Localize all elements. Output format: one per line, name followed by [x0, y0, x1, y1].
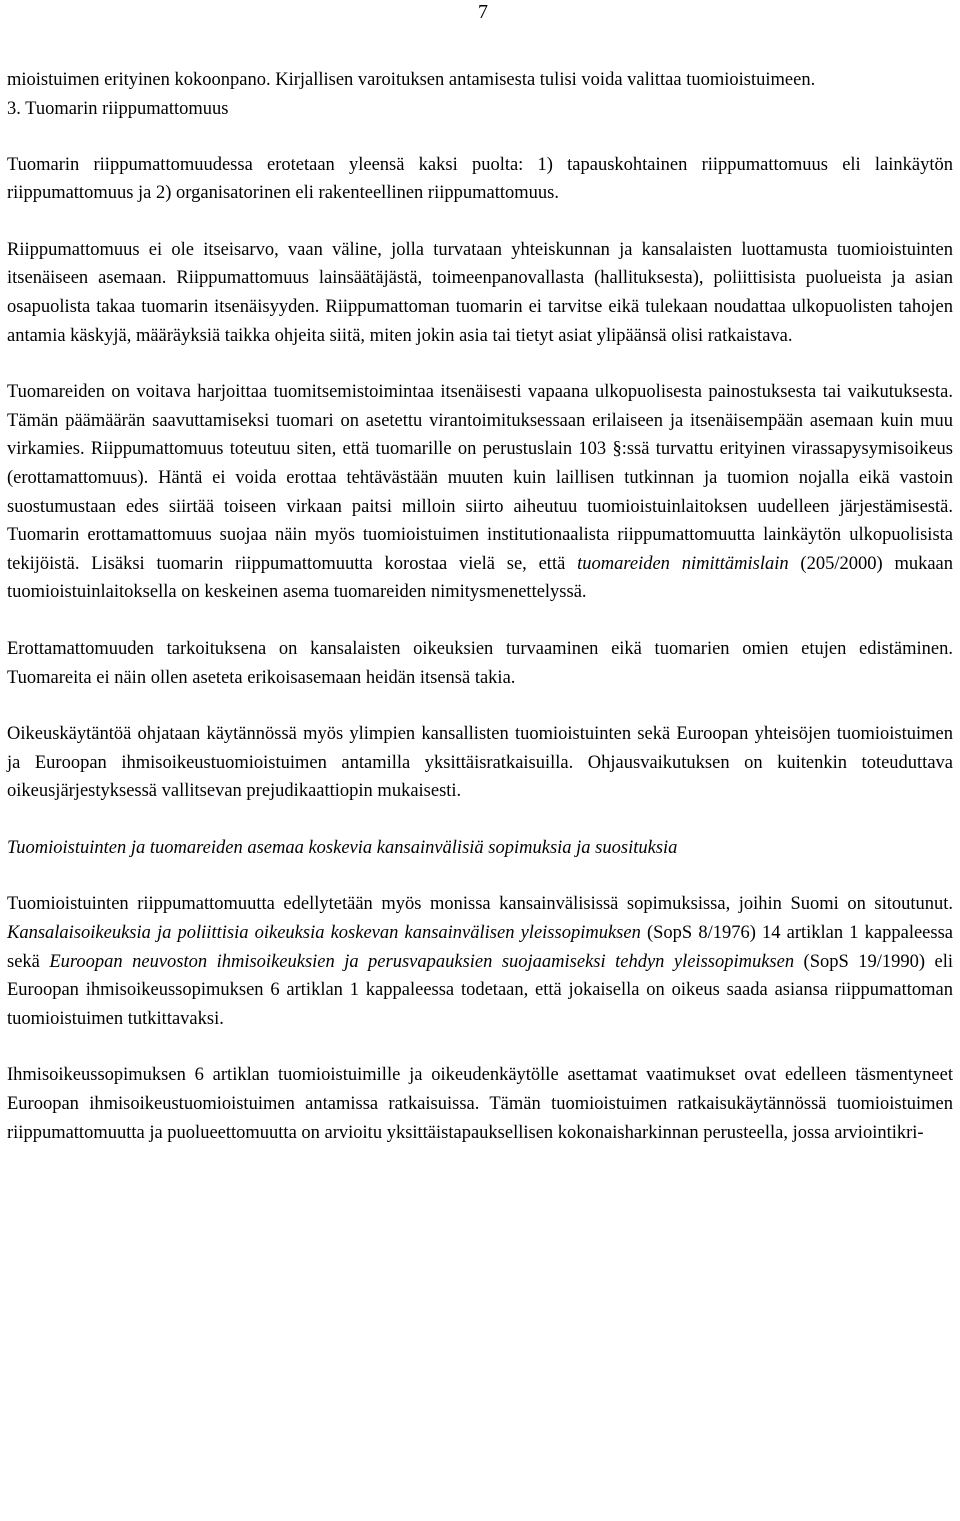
paragraph-judges-position [7, 378, 953, 607]
text-run: (205/2000) mukaan tuomioistuinlaitoksella on keskeinen asema tuomareiden nimitysmenettelyssä. [7, 553, 954, 603]
section-heading: 3. Tuomarin riippumattomuus [7, 98, 229, 119]
paragraph-continuation: mioistuimen erityinen kokoonpano. Kirjallisen varoituksen antamisesta tulisi voida valittaa tuomioistuimeen. [7, 70, 816, 90]
paragraph-international-treaties [7, 890, 953, 1033]
italic-law-name: tuomareiden nimittämislain [577, 553, 789, 574]
paragraph-independence-purpose: Riippumattomuus ei ole itseisarvo, vaan väline, jolla turvataan yhteiskunnan ja kansalaisten luottamusta tuomioistuinten itsenäiseen asemaan. Riippumattomuus lainsäätäjästä, toimeenpanovallasta (hallituksesta), poliittisista puolueista ja asian osapuolista takaa tuomarin itsenäisyyden. Riippumattoman tuomarin ei tarvitse eikä tulekaan noudattaa ulkopuolisten tahojen antamia käskyjä, määräyksiä taikka ohjeita siitä, miten jokin asia tai tietyt asiat ylipäänsä olisi ratkaistava. [7, 239, 953, 346]
italic-convention-name: Euroopan neuvoston ihmisoikeuksien ja perusvapauksien suojaamiseksi tehdyn yleissopimuksen [49, 951, 795, 972]
text-run: Tuomareiden on voitava harjoittaa tuomitsemistoimintaa itsenäisesti vapaana ulkopuolisesta painostuksesta tai vaikutuksesta. Tämän päämäärän saavuttamiseksi tuomari on asetettu virantoimituksessaan erilaiseen ja itsenäisempään asemaan kuin muu virkamies. Riippumattomuus toteutuu siten, että tuomarille on perustuslain 103 §:ssä turvattu erityinen virassapysymisoikeus (erottamattomuus). Häntä ei voida erottaa tehtävästään muuten kuin laillisen tutkinnan ja tuomion nojalla eikä vastoin suostumustaan edes siirtää toiseen virkaan paitsi milloin siirto aiheutuu tuomioistuinlaitoksen uudelleen järjestämisestä. Tuomarin erottamattomuus suojaa näin myös tuomioistuimen institutionaalista riippumattomuutta lainkäytön ulkopuolisista tekijöistä. Lisäksi tuomarin riippumattomuutta korostaa vielä se, että [7, 382, 953, 574]
paragraph-case-law: Oikeuskäytäntöä ohjataan käytännössä myös ylimpien kansallisten tuomioistuinten sekä Euroopan yhteisöjen tuomioistuimen ja Euroopan ihmisoikeustuomioistuimen antamilla yksittäisratkaisuilla. Ohjausvaikutuksen on kuitenkin toteuduttava oikeusjärjestyksessä vallitsevan prejudikaattiopin mukaisesti. [7, 724, 953, 802]
text-run: Tuomioistuinten riippumattomuutta edellytetään myös monissa kansainvälisissä sopimuksissa, joihin Suomi on sitoutunut. [7, 894, 953, 915]
italic-treaty-name: Kansalaisoikeuksia ja poliittisia oikeuksia koskevan kansainvälisen yleissopimuksen [7, 923, 641, 944]
paragraph-independence-aspects: Tuomarin riippumattomuudessa erotetaan yleensä kaksi puolta: 1) tapauskohtainen riippumattomuus eli lainkäytön riippumattomuus ja 2) organisatorinen eli rakenteellinen riippumattomuus. [7, 154, 953, 204]
text-run: (SopS 19/1990) eli Euroopan ihmisoikeussopimuksen 6 artiklan 1 kappaleessa todetaan, että jokaisella on oikeus saada asiansa riippumattoman tuomioistuimen tutkittavaksi. [7, 951, 953, 1029]
document-body [7, 66, 953, 1147]
text-run: (SopS 8/1976) 14 artiklan 1 kappaleessa sekä [7, 923, 953, 972]
page-number: 7 [478, 1, 488, 23]
paragraph-echr-requirements: Ihmisoikeussopimuksen 6 artiklan tuomioistuimille ja oikeudenkäytölle asettamat vaatimukset ovat edelleen täsmentyneet Euroopan ihmisoikeustuomioistuimen antamissa ratkaisuissa. Tämän tuomioistuimen ratkaisukäytännössä tuomioistuimen riippumattomuutta ja puolueettomuutta on arvioitu yksittäistapauksellisen kokonaisharkinnan perusteella, jossa arviointikri- [7, 1065, 953, 1143]
subheading-international: Tuomioistuinten ja tuomareiden asemaa koskevia kansainvälisiä sopimuksia ja suosituksia [7, 837, 678, 858]
paragraph-irremovability: Erottamattomuuden tarkoituksena on kansalaisten oikeuksien turvaaminen eikä tuomarien omien etujen edistäminen. Tuomareita ei näin ollen aseteta erikoisasemaan heidän itsensä takia. [7, 638, 953, 688]
